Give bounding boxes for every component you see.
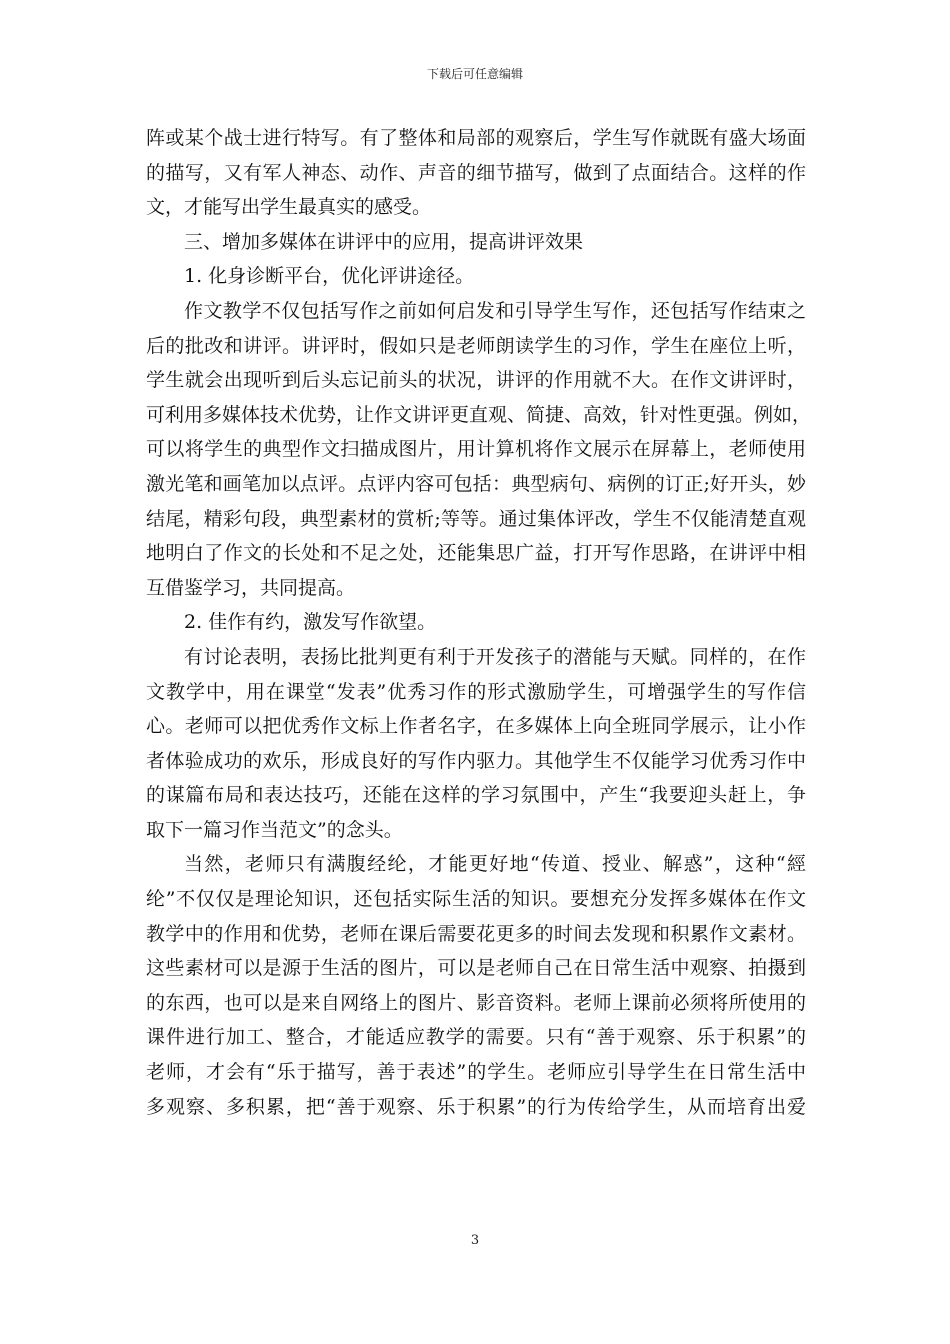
page-header: 下载后可任意编辑 [426,67,523,81]
text-line: 互借鉴学习，共同提高。 [146,576,356,599]
body-text [146,121,812,1124]
text-line: 取下一篇习作当范文”的念头。 [146,818,403,841]
text-line: 地明白了作文的长处和不足之处，还能集思广益，打开写作思路，在讲评中相 [146,542,806,565]
text-line: 三、增加多媒体在讲评中的应用，提高讲评效果 [184,230,584,253]
page-number: 3 [470,1233,480,1248]
text-line: 的谋篇布局和表达技巧，还能在这样的学习氛围中，产生“我要迎头赶上，争 [146,784,806,807]
text-line: 课件进行加工、整合，才能适应教学的需要。只有“善于观察、乐于积累”的 [146,1026,806,1049]
text-line: 老师，才会有“乐于描写，善于表述”的学生。老师应引导学生在日常生活中 [146,1061,806,1084]
text-line: 作文教学不仅包括写作之前如何启发和引导学生写作，还包括写作结束之 [184,299,806,322]
text-line: 文教学中，用在课堂“发表”优秀习作的形式激励学生，可增强学生的写作信 [146,680,806,703]
text-line: 教学中的作用和优势，老师在课后需要花更多的时间去发现和积累作文素材。 [146,922,806,945]
text-line: 的描写，又有军人神态、动作、声音的细节描写，做到了点面结合。这样的作 [146,161,806,184]
text-line: 文，才能写出学生最真实的感受。 [146,196,432,219]
text-line: 阵或某个战士进行特写。有了整体和局部的观察后，学生写作就既有盛大场面 [146,127,806,149]
text-line: 激光笔和画笔加以点评。点评内容可包括：典型病句、病例的订正;好开头，妙 [146,472,806,495]
text-line: 结尾，精彩句段，典型素材的赏析;等等。通过集体评改，学生不仅能清楚直观 [146,507,806,530]
text-line: 2. 佳作有约，激发写作欲望。 [184,611,437,634]
text-line: 的东西，也可以是来自网络上的图片、影音资料。老师上课前必须将所使用的 [146,991,806,1014]
text-line: 后的批改和讲评。讲评时，假如只是老师朗读学生的习作，学生在座位上听， [146,334,806,357]
text-line: 当然，老师只有满腹经纶，才能更好地“传道、授业、解惑”，这种“經 [184,853,806,876]
text-line: 有讨论表明，表扬比批判更有利于开发孩子的潜能与天赋。同样的，在作 [184,645,806,668]
text-line: 学生就会出现听到后头忘记前头的状况，讲评的作用就不大。在作文讲评时， [146,369,806,392]
text-line: 多观察、多积累，把“善于观察、乐于积累”的行为传给学生，从而培育出爱 [146,1095,806,1118]
text-line: 心。老师可以把优秀作文标上作者名字，在多媒体上向全班同学展示，让小作 [146,715,806,738]
text-line: 者体验成功的欢乐，形成良好的写作内驱力。其他学生不仅能学习优秀习作中 [146,749,806,772]
text-line: 1. 化身诊断平台，优化评讲途径。 [184,265,475,288]
text-line: 可利用多媒体技术优势，让作文讲评更直观、简捷、高效，针对性更强。例如， [146,403,812,426]
text-line: 这些素材可以是源于生活的图片，可以是老师自己在日常生活中观察、拍摄到 [146,957,806,980]
text-line: 可以将学生的典型作文扫描成图片，用计算机将作文展示在屏幕上，老师使用 [146,438,806,461]
text-line: 纶”不仅仅是理论知识，还包括实际生活的知识。要想充分发挥多媒体在作文 [146,888,806,911]
